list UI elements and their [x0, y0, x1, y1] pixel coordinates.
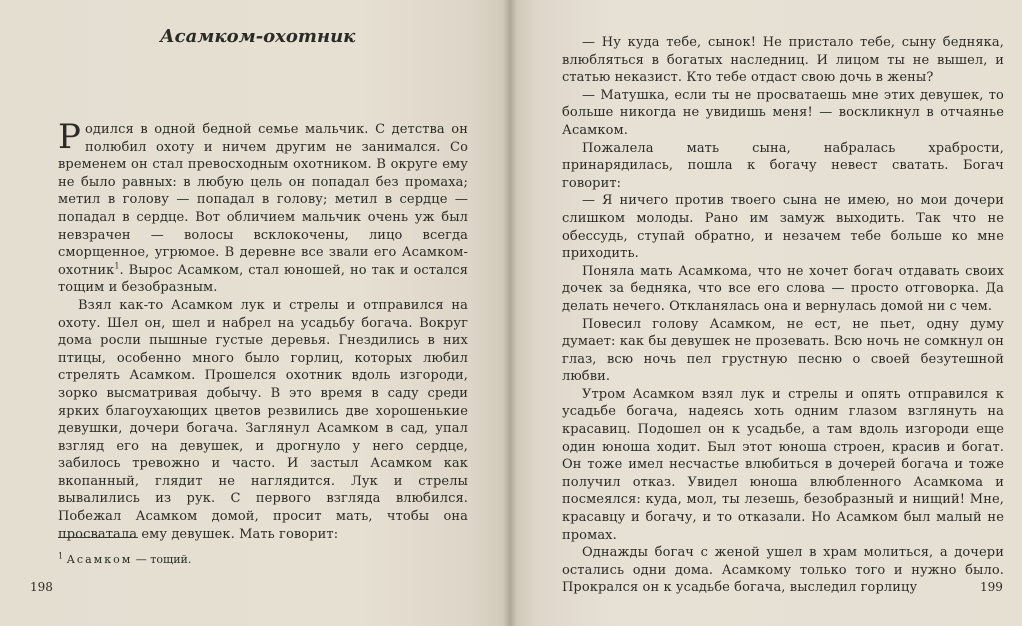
story-title: Асамком-охотник — [160, 26, 356, 47]
paragraph-4: — Матушка, если ты не просватаешь мне этих девушек, то больше никогда не увидишь меня! — воскликнул в отчаянье Асамком. — [562, 87, 1004, 138]
paragraph-2: Взял как-то Асамком лук и стрелы и отправился на охоту. Шел он, шел и набрел на усадьбу богача. Вокруг дома росли пышные густые деревья. Гнездились в них птицы, особенно много было горлиц, которых любил стрелять Асамком. Прошелся охотник вдоль изгороди, зорко высматривая добычу. В это время в саду среди ярких благоухающих цветов резвились две хорошенькие девушки, дочери богача. Заглянул Асамком в сад, упал взгляд его на девушек, и дрогнуло у него сердце, забилось тревожно и часто. И застыл Асамком как вкопанный, глядит не наглядится. Лук и стрелы вывалились из рук. С первого взгляда влюбился. Побежал Асамком домой, просит мать, чтобы она просватала ему девушек. Мать говорит: — [58, 297, 468, 542]
footnote-divider — [58, 537, 138, 538]
footnote-reference: 1 — [114, 261, 120, 271]
right-text-column — [562, 34, 1004, 597]
paragraph-8: Повесил голову Асамком, не ест, не пьет, одну думу думает: как бы девушек не прозевать. Всю ночь не сомкнул он глаз, всю ночь пел грустную песню о своей безутешной любви. — [562, 316, 1004, 385]
left-page — [0, 0, 510, 626]
footnote-term: Асамком — [66, 553, 133, 566]
paragraph-6: — Я ничего против твоего сына не имею, но мои дочери слишком молоды. Рано им замуж выходить. Так что не обессудь, ступай обратно, и незачем тебе больше ко мне приходить. — [562, 193, 1004, 262]
paragraph-5: Пожалела мать сына, набралась храбрости, принарядилась, пошла к богачу невест сватать. Богач говорит: — [562, 140, 1004, 191]
page-number-left: 198 — [30, 580, 53, 594]
book-gutter — [503, 0, 517, 626]
footnote-marker: 1 — [58, 551, 64, 561]
paragraph-1 — [58, 117, 468, 297]
footnote-definition: — тощий. — [132, 553, 192, 566]
drop-cap: Р — [58, 117, 81, 157]
paragraph-1-text: одился в одной бедной семье мальчик. С детства он полюбил охоту и ничем другим не занимался. Со временем он стал превосходным охотником. В округе ему не было равных: в любую цель он попадал без промаха; метил в голову — попадал в голову; метил в сердце — попадал в сердце. Вот обличием мальчик очень уж был невзрачен — волосы всклокочены, лицо всегда сморщенное, угрюмое. В деревне все звали его Асамком-охотник — [58, 122, 468, 278]
right-page — [510, 0, 1022, 626]
paragraph-10: Однажды богач с женой ушел в храм молиться, а дочери остались одни дома. Асамкому только того и нужно было. Прокрался он к усадьбе богача, выследил горлицу — [562, 545, 1004, 596]
paragraph-3: — Ну куда тебе, сынок! Не пристало тебе, сыну бедняка, влюбляться в богатых наследниц. И лицом ты не вышел, и статью неказист. Кто тебе отдаст свою дочь в жены? — [562, 35, 1004, 86]
left-text-column — [58, 117, 468, 543]
paragraph-9: Утром Асамком взял лук и стрелы и опять отправился к усадьбе богача, надеясь хоть одним глазом взглянуть на красавиц. Подошел он к усадьбе, а там вдоль изгороди еще один юноша ходит. Был этот юноша строен, красив и богат. Он тоже имел несчастье влюбиться в дочерей богача и тоже получил отказ. Увидел юноша влюбленного Асамкома и посмеялся: куда, мол, ты лезешь, безобразный и нищий! Мне, красавцу и богачу, и то отказали. Но Асамком был малый не промах. — [562, 386, 1004, 543]
page-number-right: 199 — [980, 580, 1003, 594]
paragraph-1-tail: . Вырос Асамком, стал юношей, но так и остался тощим и безобразным. — [58, 262, 468, 296]
footnote — [58, 553, 191, 566]
paragraph-7: Поняла мать Асамкома, что не хочет богач отдавать своих дочек за бедняка, что все его слова — просто отговорка. Да делать нечего. Откланялась она и вернулась домой ни с чем. — [562, 263, 1004, 314]
